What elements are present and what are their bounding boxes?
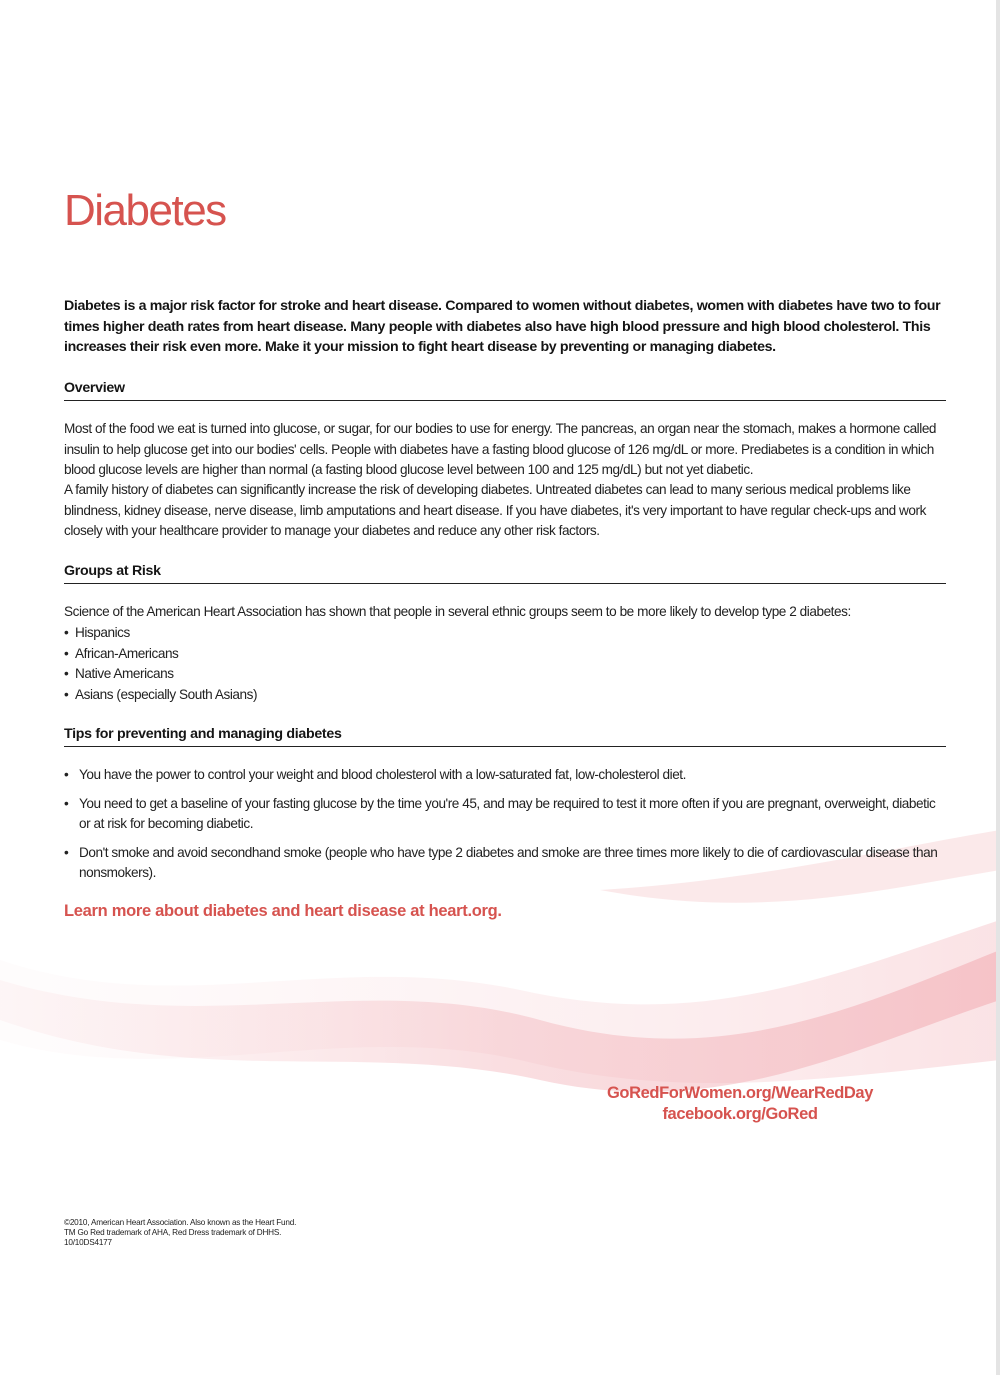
bullet-icon: • [64, 666, 69, 681]
overview-heading: Overview [64, 380, 946, 401]
tips-heading: Tips for preventing and managing diabetes [64, 726, 946, 747]
bullet-icon: • [64, 844, 69, 860]
list-item: • You have the power to control your weight and blood cholesterol with a low-saturated fat, low-cholesterol diet. [64, 765, 946, 786]
list-item: • You need to get a baseline of your fasting glucose by the time you're 45, and may be required to test it more often if you are pregnant, overweight, diabetic or at risk for becoming diabetic. [64, 795, 936, 831]
bullet-icon: • [64, 686, 69, 702]
overview-paragraph-1: Most of the food we eat is turned into glucose, or sugar, for our bodies to use for energy. The pancreas, an organ near the stomach, makes a hormone called insulin to help glucose get into our bodies' cells. People with diabetes have a fasting blood glucose of 126 mg/dL or more. Prediabetes is a condition in which blood glucose levels are higher than normal (a fasting blood glucose level between 100 and 125 mg/dL) but not yet diabetic. [64, 421, 937, 477]
groups-list [64, 623, 946, 705]
bullet-icon: • [64, 767, 69, 782]
campaign-links [560, 1083, 920, 1125]
bullet-icon: • [64, 795, 69, 811]
list-item: • Native Americans [64, 664, 946, 685]
tips-list [64, 765, 946, 892]
bullet-icon: • [64, 645, 69, 661]
list-item: • Hispanics [64, 623, 946, 644]
list-item: • Don't smoke and avoid secondhand smoke (people who have type 2 diabetes and smoke are three times more likely to die of cardiovascular disease than nonsmokers). [64, 844, 938, 880]
copyright-footer [64, 1218, 296, 1248]
page-edge-shadow [996, 0, 1000, 1375]
learn-more-link[interactable]: Learn more about diabetes and heart disease at heart.org. [64, 902, 502, 920]
page-title: Diabetes [64, 186, 226, 235]
groups-intro: Science of the American Heart Association has shown that people in several ethnic groups seem to be more likely to develop type 2 diabetes: [64, 604, 851, 619]
trademark-line: TM Go Red trademark of AHA, Red Dress trademark of DHHS. [64, 1228, 282, 1237]
list-item: • African-Americans [64, 644, 946, 665]
list-item: • Asians (especially South Asians) [64, 685, 946, 706]
groups-at-risk-heading: Groups at Risk [64, 563, 946, 584]
facebook-link[interactable]: facebook.org/GoRed [662, 1105, 818, 1123]
bullet-icon: • [64, 625, 69, 640]
document-code: 10/10DS4177 [64, 1238, 112, 1247]
copyright-line: ©2010, American Heart Association. Also known as the Heart Fund. [64, 1218, 297, 1227]
go-red-for-women-link[interactable]: GoRedForWomen.org/WearRedDay [607, 1084, 873, 1102]
overview-paragraph-2: A family history of diabetes can significantly increase the risk of developing diabetes. Untreated diabetes can lead to many serious medical problems like blindness, kidney disease, nerve disease, limb amputations and heart disease. If you have diabetes, it's very important to have regular check-ups and work closely with your healthcare provider to manage your diabetes and reduce any other risk factors. [64, 482, 926, 538]
intro-paragraph: Diabetes is a major risk factor for stroke and heart disease. Compared to women without diabetes, women with diabetes have two to four times higher death rates from heart disease. Many people with diabetes also have high blood pressure and high blood cholesterol. This increases their risk even more. Make it your mission to fight heart disease by preventing or managing diabetes. [64, 298, 941, 355]
